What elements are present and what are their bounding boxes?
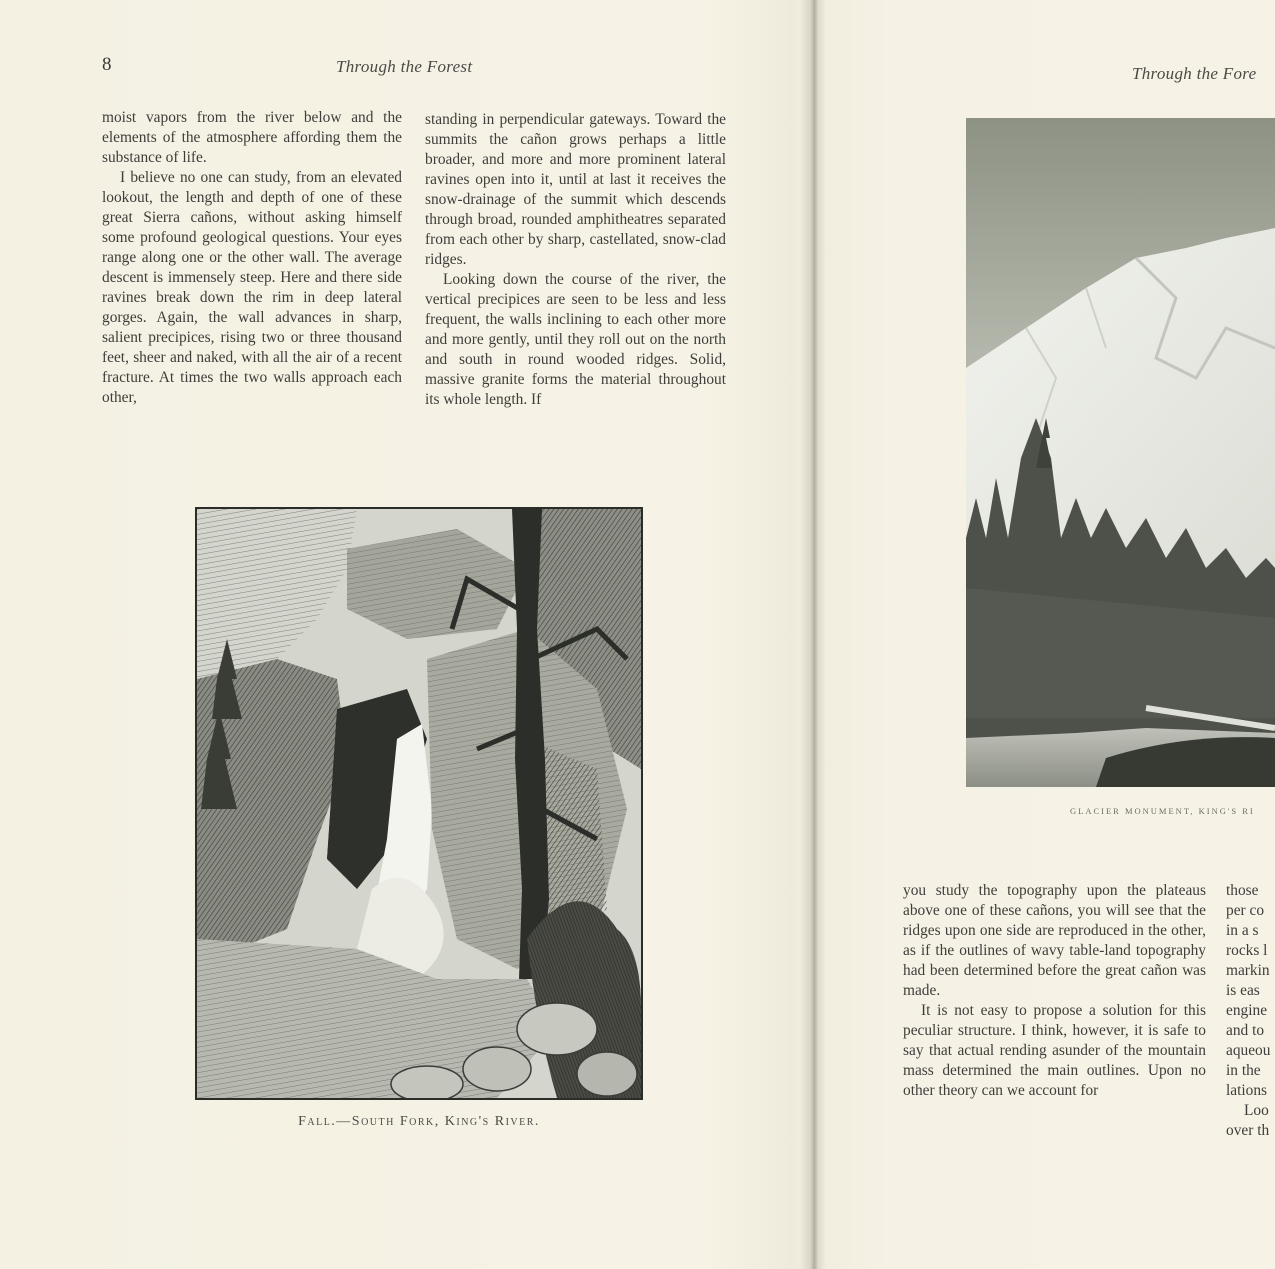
line-fragment: lations (1226, 1082, 1268, 1099)
line-fragment: per co (1226, 902, 1265, 919)
left-column-1 (102, 108, 402, 408)
line-fragment: engine (1226, 1002, 1268, 1019)
page-number: 8 (102, 54, 112, 75)
right-column-2-cropped (1226, 881, 1275, 1141)
line-fragment: in a s (1226, 922, 1259, 939)
paragraph: standing in perpendicular gateways. Toward the summits the cañon grows perhaps a little broader, and more and more prominent lateral ravines open into it, until at last it receives the snow-drainage of the summit which descends through broad, rounded amphitheatres separated from each other by sharp, castellated, snow-clad ridges. (425, 111, 726, 268)
line-fragment: over th (1226, 1122, 1270, 1139)
right-column-1 (903, 881, 1206, 1101)
illustration-caption-left: Fall.—South Fork, King's River. (298, 1114, 540, 1129)
paragraph: you study the topography upon the plateaus above one of these cañons, you will see that the ridges upon one side are reproduced in the other, as if the outlines of wavy table-land topography had been determined before the great cañon was made. (903, 882, 1206, 999)
running-head-right: Through the Fore (1132, 64, 1257, 83)
glacier-monument-illustration (966, 118, 1275, 787)
paragraph: I believe no one can study, from an elevated lookout, the length and depth of one of these great Sierra cañons, without asking himself some profound geological questions. Your eyes range along one or the other wall. The average descent is immensely steep. Here and there side ravines break down the rim in deep lateral gorges. Again, the wall advances in sharp, salient precipices, rising two or three thousand feet, sheer and naked, with all the air of a recent fracture. At times the two walls approach each other, (102, 169, 402, 406)
left-column-2 (425, 110, 726, 410)
line-fragment: is eas (1226, 982, 1260, 999)
paragraph: moist vapors from the river below and the elements of the atmosphere affording them the substance of life. (102, 109, 402, 166)
paragraph: Looking down the course of the river, the vertical precipices are seen to be less and less frequent, the walls inclining to each other more and more gently, until they roll out on the north and south in round wooded ridges. Solid, massive granite forms the material throughout its whole length. If (425, 271, 726, 408)
waterfall-illustration (197, 509, 641, 1098)
running-head-left: Through the Forest (336, 57, 473, 76)
paragraph: It is not easy to propose a solution for this peculiar structure. I think, however, it is safe to say that actual rending asunder of the mountain mass determined the main outlines. Upon no other theory can we account for (903, 1002, 1206, 1099)
book-gutter (800, 0, 826, 1269)
line-fragment: aqueou (1226, 1042, 1271, 1059)
line-fragment: in the (1226, 1062, 1261, 1079)
line-fragment: those (1226, 882, 1259, 899)
waterfall-engraving (195, 507, 643, 1100)
line-fragment: markin (1226, 962, 1270, 979)
illustration-caption-right: GLACIER MONUMENT, KING'S RI (1070, 806, 1255, 816)
line-fragment: Loo (1244, 1102, 1269, 1119)
glacier-monument-plate (966, 118, 1275, 787)
line-fragment: and to (1226, 1022, 1265, 1039)
line-fragment: rocks l (1226, 942, 1268, 959)
